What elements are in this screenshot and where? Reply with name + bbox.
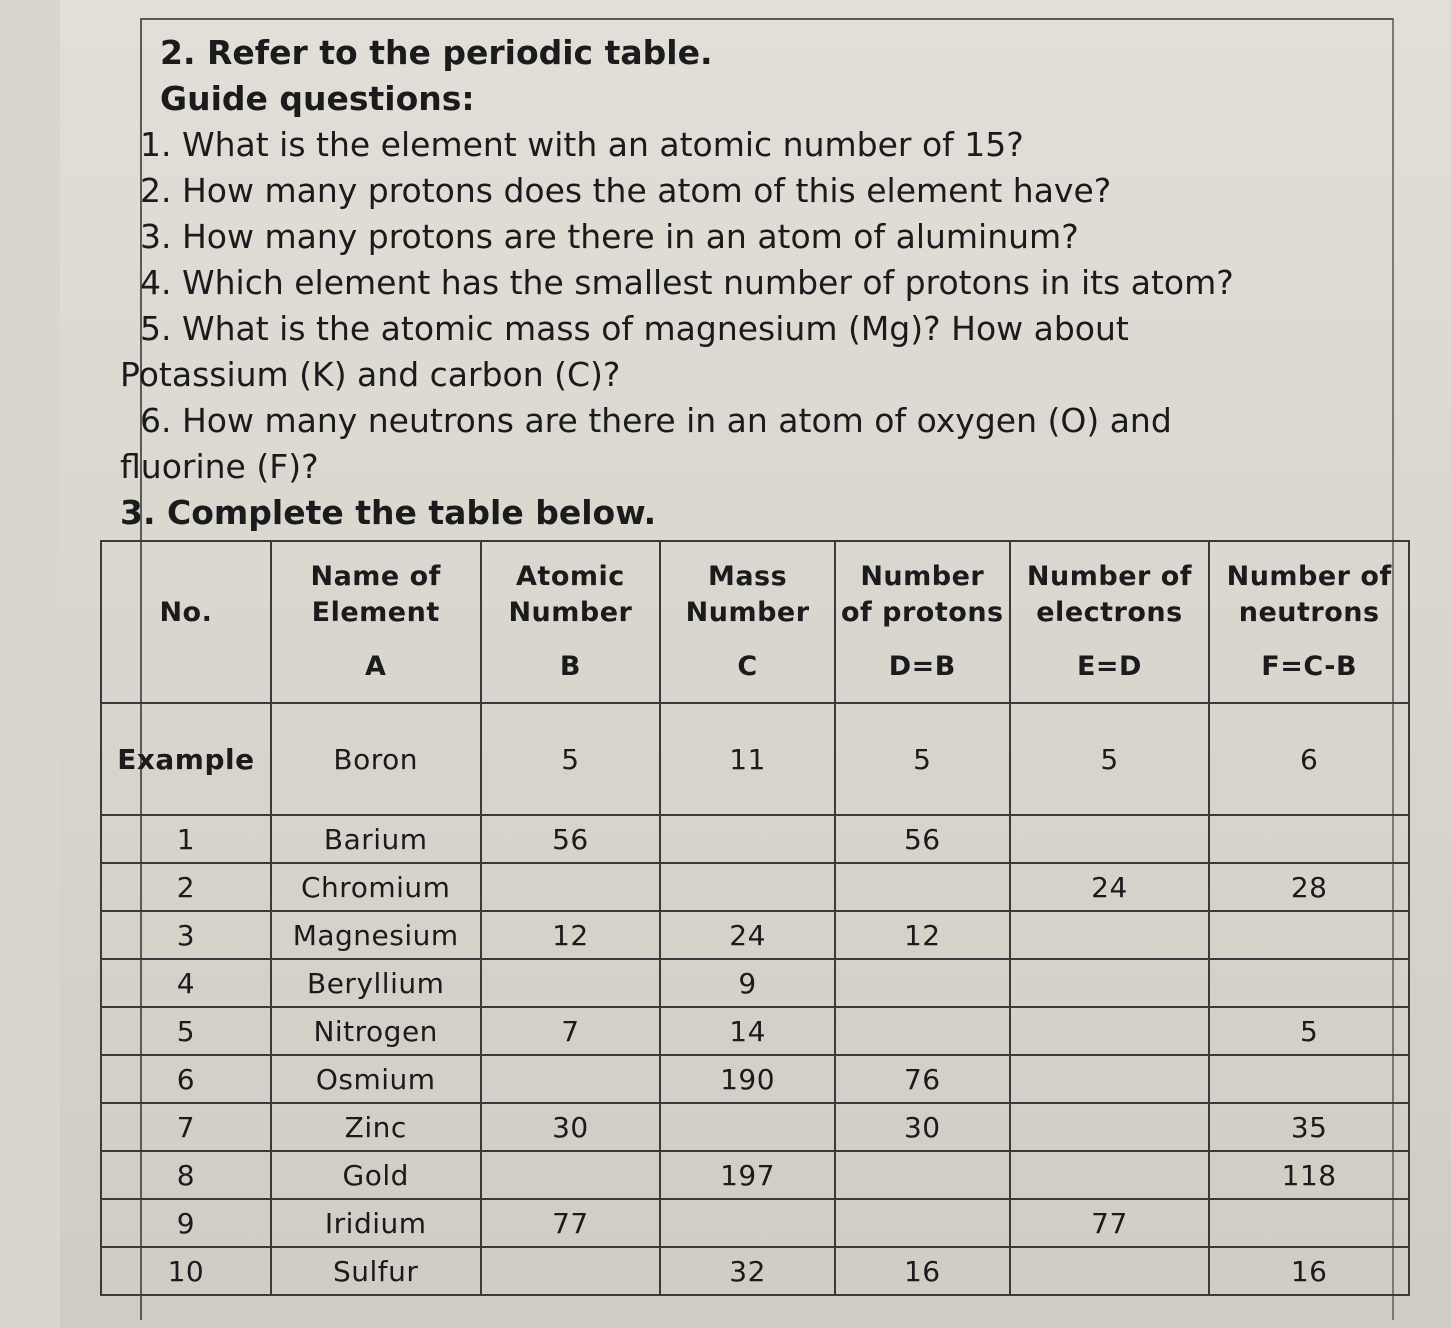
guide-question-3: 3. How many protons are there in an atom of aluminum? (140, 217, 1079, 256)
row-protons (835, 959, 1010, 1007)
row-electrons (1010, 959, 1210, 1007)
table-instruction: 3. Complete the table below. (120, 493, 657, 532)
row-mass-number: 190 (660, 1055, 835, 1103)
row-neutrons: 16 (1209, 1247, 1409, 1295)
row-element-name: Zinc (271, 1103, 481, 1151)
row-protons: 12 (835, 911, 1010, 959)
row-no: 2 (101, 863, 271, 911)
row-neutrons (1209, 1199, 1409, 1247)
row-electrons (1010, 1151, 1210, 1199)
guide-question-6-cont: fluorine (F)? (120, 447, 319, 486)
row-protons: 56 (835, 815, 1010, 863)
row-atomic-number: 7 (481, 1007, 661, 1055)
row-neutrons (1209, 815, 1409, 863)
row-no: 4 (101, 959, 271, 1007)
row-neutrons: 118 (1209, 1151, 1409, 1199)
header-no: No. (101, 541, 271, 703)
row-atomic-number: 12 (481, 911, 661, 959)
row-protons: 16 (835, 1247, 1010, 1295)
row-electrons: 77 (1010, 1199, 1210, 1247)
table-row (101, 1247, 1409, 1295)
row-no: 9 (101, 1199, 271, 1247)
row-element-name: Barium (271, 815, 481, 863)
table-row (101, 1055, 1409, 1103)
header-atomic-number: Atomic Number B (481, 541, 661, 703)
row-protons (835, 1007, 1010, 1055)
guide-question-6: 6. How many neutrons are there in an atom of oxygen (O) and (140, 401, 1172, 440)
row-protons (835, 863, 1010, 911)
row-neutrons (1209, 1055, 1409, 1103)
guide-question-4: 4. Which element has the smallest number of protons in its atom? (140, 263, 1234, 302)
row-element-name: Sulfur (271, 1247, 481, 1295)
table-row (101, 1151, 1409, 1199)
row-mass-number (660, 815, 835, 863)
row-atomic-number (481, 959, 661, 1007)
row-neutrons (1209, 911, 1409, 959)
row-neutrons: 35 (1209, 1103, 1409, 1151)
header-mass-number: Mass Number C (660, 541, 835, 703)
example-electrons: 5 (1010, 703, 1210, 815)
row-atomic-number (481, 1151, 661, 1199)
row-electrons (1010, 1103, 1210, 1151)
row-no: 10 (101, 1247, 271, 1295)
row-protons: 30 (835, 1103, 1010, 1151)
guide-question-1: 1. What is the element with an atomic number of 15? (140, 125, 1024, 164)
row-electrons (1010, 1007, 1210, 1055)
row-neutrons: 28 (1209, 863, 1409, 911)
row-element-name: Beryllium (271, 959, 481, 1007)
row-electrons (1010, 911, 1210, 959)
header-number-of-neutrons: Number of neutrons F=C-B (1209, 541, 1409, 703)
row-element-name: Iridium (271, 1199, 481, 1247)
table-header-row (101, 541, 1409, 703)
row-atomic-number (481, 1247, 661, 1295)
row-mass-number: 32 (660, 1247, 835, 1295)
row-protons: 76 (835, 1055, 1010, 1103)
row-no: 8 (101, 1151, 271, 1199)
row-element-name: Nitrogen (271, 1007, 481, 1055)
guide-heading: Guide questions: (160, 79, 475, 118)
example-neutrons: 6 (1209, 703, 1409, 815)
worksheet-header (120, 30, 1370, 536)
table-row (101, 1199, 1409, 1247)
row-element-name: Magnesium (271, 911, 481, 959)
example-label: Example (101, 703, 271, 815)
example-mass-number: 11 (660, 703, 835, 815)
row-mass-number (660, 1199, 835, 1247)
row-electrons (1010, 815, 1210, 863)
table-row (101, 959, 1409, 1007)
guide-question-5: 5. What is the atomic mass of magnesium (Mg)? How about (140, 309, 1129, 348)
row-no: 3 (101, 911, 271, 959)
row-protons (835, 1151, 1010, 1199)
row-no: 5 (101, 1007, 271, 1055)
row-electrons: 24 (1010, 863, 1210, 911)
row-no: 6 (101, 1055, 271, 1103)
row-mass-number: 24 (660, 911, 835, 959)
row-electrons (1010, 1247, 1210, 1295)
header-number-of-protons: Number of protons D=B (835, 541, 1010, 703)
table-row (101, 911, 1409, 959)
row-mass-number: 197 (660, 1151, 835, 1199)
guide-question-5-cont: Potassium (K) and carbon (C)? (120, 355, 621, 394)
example-protons: 5 (835, 703, 1010, 815)
item-title: 2. Refer to the periodic table. (160, 33, 713, 72)
row-atomic-number: 30 (481, 1103, 661, 1151)
row-atomic-number: 56 (481, 815, 661, 863)
row-mass-number (660, 863, 835, 911)
row-mass-number: 14 (660, 1007, 835, 1055)
row-element-name: Gold (271, 1151, 481, 1199)
elements-table (100, 540, 1410, 1296)
header-name-of-element: Name of Element A (271, 541, 481, 703)
example-atomic-number: 5 (481, 703, 661, 815)
row-element-name: Chromium (271, 863, 481, 911)
table-row (101, 1007, 1409, 1055)
row-protons (835, 1199, 1010, 1247)
header-number-of-electrons: Number of electrons E=D (1010, 541, 1210, 703)
example-name: Boron (271, 703, 481, 815)
table-row (101, 863, 1409, 911)
row-atomic-number (481, 1055, 661, 1103)
row-electrons (1010, 1055, 1210, 1103)
row-atomic-number (481, 863, 661, 911)
row-no: 1 (101, 815, 271, 863)
row-atomic-number: 77 (481, 1199, 661, 1247)
example-row (101, 703, 1409, 815)
row-neutrons: 5 (1209, 1007, 1409, 1055)
guide-question-2: 2. How many protons does the atom of this element have? (140, 171, 1112, 210)
row-no: 7 (101, 1103, 271, 1151)
table-row (101, 1103, 1409, 1151)
row-mass-number: 9 (660, 959, 835, 1007)
row-element-name: Osmium (271, 1055, 481, 1103)
row-mass-number (660, 1103, 835, 1151)
table-row (101, 815, 1409, 863)
row-neutrons (1209, 959, 1409, 1007)
